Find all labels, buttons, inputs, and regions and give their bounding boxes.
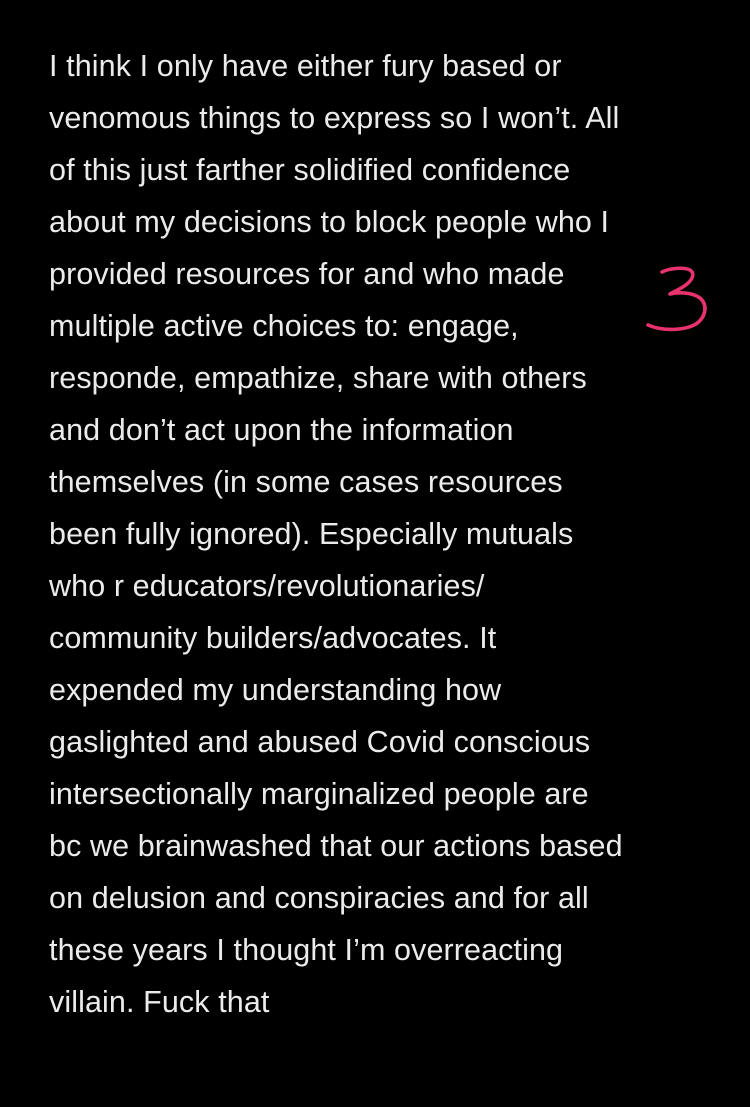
note-text	[49, 40, 729, 1028]
note-line: themselves (in some cases resources	[49, 465, 563, 499]
note-line: villain. Fuck that	[49, 985, 270, 1019]
note-line: intersectionally marginalized people are	[49, 777, 589, 811]
note-line: who r educators/revolutionaries/	[49, 569, 485, 603]
note-line: and don’t act upon the information	[49, 413, 514, 447]
note-line: these years I thought I’m overreacting	[49, 933, 564, 967]
note-line: of this just farther solidified confidence	[49, 153, 571, 187]
note-line: community builders/advocates. It	[49, 621, 497, 655]
note-line: responde, empathize, share with others	[49, 361, 587, 395]
handwritten-page-number	[640, 262, 716, 342]
note-line: venomous things to express so I won’t. All	[49, 101, 620, 135]
note-line: about my decisions to block people who I	[49, 205, 610, 239]
note-line: bc we brainwashed that our actions based	[49, 829, 623, 863]
note-line: been fully ignored). Especially mutuals	[49, 517, 574, 551]
note-line: gaslighted and abused Covid conscious	[49, 725, 591, 759]
note-line: multiple active choices to: engage,	[49, 309, 519, 343]
note-line: expended my understanding how	[49, 673, 502, 707]
note-line: I think I only have either fury based or	[49, 49, 562, 83]
note-line: provided resources for and who made	[49, 257, 565, 291]
note-line: on delusion and conspiracies and for all	[49, 881, 589, 915]
